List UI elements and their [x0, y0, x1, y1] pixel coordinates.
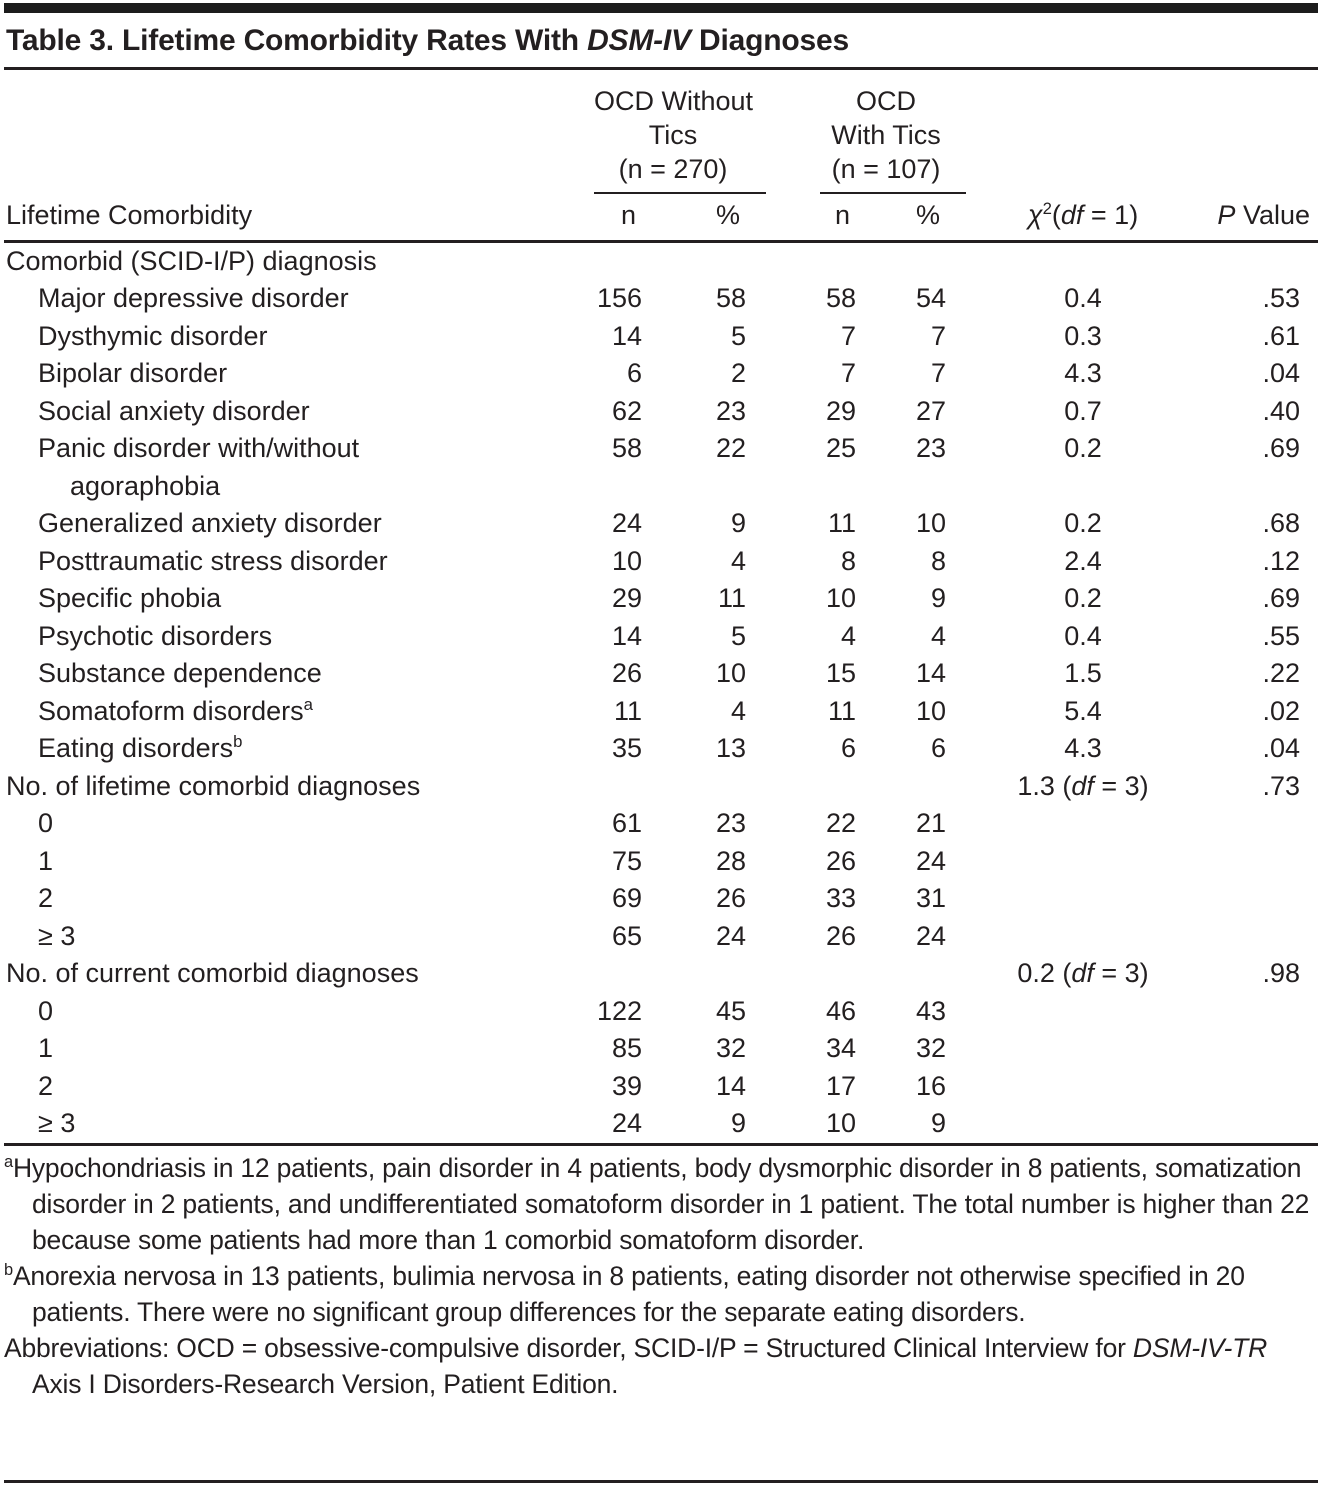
chi-value: 1.3 ( — [1017, 770, 1072, 801]
table-row — [4, 318, 1318, 356]
cell-n-with-tics: 6 — [840, 733, 856, 763]
table-row — [4, 918, 1318, 956]
footnote-b-text: Anorexia nervosa in 13 patients, bulimia nervosa in 8 patients, eating disorder not otherwise specified in 20 patients. There were no significant group differences for the separate eating disorders. — [12, 1260, 1245, 1327]
table-header — [4, 70, 1318, 242]
bottom-rule — [4, 1480, 1318, 1483]
cell-pct-without-tics: 4 — [730, 545, 746, 576]
cell-n-without-tics: 6 — [626, 358, 642, 388]
table-row — [4, 880, 1318, 918]
row-label-text: 1 — [38, 845, 54, 876]
row-label — [4, 1030, 560, 1068]
group2-line2: With Tics — [831, 119, 941, 150]
chi-paren-close: = 1) — [1083, 199, 1139, 230]
table-row — [4, 1030, 1318, 1068]
row-label-text: Posttraumatic stress disorder — [38, 545, 388, 576]
cell-n-with-tics: 11 — [827, 508, 856, 538]
row-label — [4, 730, 560, 768]
cell-pct-with-tics: 9 — [930, 583, 946, 613]
cell-pct-without-tics: 4 — [730, 695, 746, 726]
table-title-suffix: Diagnoses — [690, 24, 849, 57]
footnote-a-marker: a — [4, 1152, 13, 1171]
cell-pct-with-tics: 14 — [915, 658, 946, 688]
cell-chi-square — [952, 505, 1174, 543]
row-label-text: Generalized anxiety disorder — [38, 508, 382, 538]
cell-pct-without-tics: 10 — [715, 658, 746, 688]
cell-chi-square — [952, 993, 1174, 1031]
row-label-text: Substance dependence — [38, 658, 322, 688]
cell-pct-with-tics: 43 — [915, 995, 946, 1026]
row-label-text: No. of lifetime comorbid diagnoses — [6, 770, 421, 801]
row-label-text: Comorbid (SCID-I/P) diagnosis — [6, 245, 377, 276]
table-title-prefix: Table 3. Lifetime Comorbidity Rates With — [6, 24, 588, 57]
row-label — [4, 241, 560, 280]
cell-pct-with-tics: 24 — [915, 920, 946, 951]
row-label — [4, 1068, 560, 1106]
cell-chi-square — [952, 241, 1174, 280]
group1-line3: (n = 270) — [618, 153, 728, 184]
cell-pct-with-tics: 6 — [930, 733, 946, 763]
table-row — [4, 393, 1318, 431]
row-label-text: No. of current comorbid diagnoses — [6, 958, 419, 988]
cell-pct-with-tics — [862, 955, 952, 993]
column-header-p-value — [1174, 194, 1318, 242]
cell-n-without-tics: 14 — [611, 620, 642, 651]
footnote-a-text: Hypochondriasis in 12 patients, pain disorder in 4 patients, body dysmorphic disorder in 8 patients, somatization disorder in 2 patients, and undifferentiated somatoform disorder in 1 patient. The total number is higher than 22 because some patients had more than 1 comorbid somatoform disorder. — [12, 1152, 1310, 1255]
abbreviations-tail: Axis I Disorders-Research Version, Patient Edition. — [32, 1368, 619, 1399]
cell-pct-without-tics: 58 — [715, 283, 746, 313]
cell-n-without-tics: 69 — [611, 883, 642, 913]
cell-p-value — [1174, 993, 1318, 1031]
table-row — [4, 843, 1318, 881]
cell-chi-square — [952, 1068, 1174, 1106]
row-label-text: 0 — [38, 995, 54, 1026]
cell-n-with-tics: 4 — [840, 620, 856, 651]
column-header-row — [4, 194, 1318, 242]
cell-pct-without-tics: 9 — [730, 508, 746, 538]
table-row — [4, 693, 1318, 731]
chi-value: 0.2 — [1064, 508, 1102, 538]
column-header-n-with: n — [752, 194, 862, 242]
cell-pct-without-tics: 26 — [715, 883, 746, 913]
row-label — [4, 580, 560, 618]
cell-p-value: .04 — [1262, 358, 1300, 388]
cell-chi-square — [952, 955, 1174, 993]
cell-pct-with-tics: 21 — [915, 808, 946, 838]
cell-p-value: .98 — [1262, 958, 1300, 988]
chi-value: 0.2 — [1064, 583, 1102, 613]
cell-pct-with-tics: 23 — [915, 433, 946, 463]
cell-n-without-tics — [560, 241, 648, 280]
cell-pct-without-tics: 11 — [717, 583, 746, 613]
chi-value: 2.4 — [1064, 545, 1102, 576]
row-label-text: 1 — [38, 1033, 54, 1063]
cell-pct-without-tics: 32 — [715, 1033, 746, 1063]
cell-pct-without-tics: 23 — [715, 395, 746, 426]
row-label-text: Psychotic disorders — [38, 620, 273, 651]
cell-n-without-tics: 58 — [611, 433, 642, 463]
cell-pct-without-tics: 24 — [715, 920, 746, 951]
p-value-word: Value — [1235, 199, 1310, 230]
cell-pct-without-tics — [648, 241, 752, 280]
table-row — [4, 580, 1318, 618]
row-label — [4, 768, 560, 806]
cell-n-with-tics — [752, 241, 862, 280]
row-label — [4, 618, 560, 656]
chi-df-close: = 3) — [1093, 770, 1149, 801]
cell-n-with-tics: 7 — [840, 320, 856, 351]
footnote-a — [4, 1150, 1318, 1258]
cell-pct-without-tics: 13 — [715, 733, 746, 763]
cell-n-with-tics: 29 — [825, 395, 856, 426]
cell-p-value — [1174, 918, 1318, 956]
row-label-text: Major depressive disorder — [38, 283, 349, 313]
cell-n-without-tics: 26 — [611, 658, 642, 688]
cell-pct-with-tics: 27 — [915, 395, 946, 426]
row-label — [4, 393, 560, 431]
column-header-lifetime-comorbidity: Lifetime Comorbidity — [4, 194, 560, 242]
row-label — [4, 505, 560, 543]
cell-p-value — [1174, 843, 1318, 881]
cell-pct-with-tics: 16 — [915, 1070, 946, 1101]
cell-n-with-tics: 15 — [825, 658, 856, 688]
table-row — [4, 355, 1318, 393]
cell-chi-square — [952, 1030, 1174, 1068]
footnote-reference-marker: b — [233, 732, 243, 751]
footnote-b — [4, 1258, 1318, 1330]
cell-n-without-tics: 24 — [611, 508, 642, 538]
cell-n-with-tics: 26 — [825, 845, 856, 876]
chi-value: 0.7 — [1064, 395, 1102, 426]
cell-pct-with-tics: 9 — [930, 1108, 946, 1138]
cell-p-value: .55 — [1262, 620, 1300, 651]
cell-pct-with-tics: 32 — [915, 1033, 946, 1063]
cell-pct-without-tics: 45 — [715, 995, 746, 1026]
cell-pct-with-tics: 31 — [915, 883, 946, 913]
row-label — [4, 280, 560, 318]
cell-n-with-tics: 58 — [825, 283, 856, 313]
table-row — [4, 280, 1318, 318]
table-row — [4, 543, 1318, 581]
col-group-ocd-without-tics — [560, 70, 752, 194]
row-label — [4, 918, 560, 956]
table-row — [4, 730, 1318, 768]
column-header-pct-with: % — [862, 194, 952, 242]
row-label — [4, 430, 560, 505]
cell-pct-with-tics: 4 — [930, 620, 946, 651]
cell-pct-without-tics: 2 — [730, 358, 746, 388]
table-row — [4, 430, 1318, 505]
document — [0, 3, 1322, 1483]
cell-pct-with-tics — [862, 241, 952, 280]
cell-pct-without-tics — [648, 955, 752, 993]
cell-p-value: .12 — [1262, 545, 1300, 576]
abbreviations-italic: DSM-IV-TR — [1132, 1332, 1268, 1363]
section-row — [4, 241, 1318, 280]
cell-pct-without-tics: 5 — [730, 320, 746, 351]
cell-pct-with-tics: 10 — [915, 508, 946, 538]
cell-n-without-tics: 75 — [611, 845, 642, 876]
row-label-text: 2 — [38, 1070, 54, 1101]
cell-p-value: .40 — [1262, 395, 1300, 426]
chi-value: 4.3 — [1064, 358, 1102, 388]
cell-chi-square — [952, 1105, 1174, 1144]
cell-n-without-tics: 122 — [596, 995, 642, 1026]
cell-chi-square — [952, 318, 1174, 356]
cell-p-value — [1174, 805, 1318, 843]
row-label — [4, 955, 560, 993]
row-label — [4, 805, 560, 843]
row-label-text: ≥ 3 — [38, 1108, 76, 1138]
table-body — [4, 241, 1318, 1144]
cell-n-with-tics: 22 — [825, 808, 856, 838]
cell-p-value — [1174, 1068, 1318, 1106]
table-row — [4, 655, 1318, 693]
chi-value: 0.2 — [1064, 433, 1102, 463]
cell-p-value: .68 — [1262, 508, 1300, 538]
row-label-text: 0 — [38, 808, 54, 838]
footnotes — [4, 1146, 1318, 1480]
row-label-text: Social anxiety disorder — [38, 395, 310, 426]
chi-value: 5.4 — [1064, 695, 1102, 726]
table-row — [4, 505, 1318, 543]
column-header-n-without: n — [560, 194, 648, 242]
cell-p-value — [1174, 241, 1318, 280]
cell-chi-square — [952, 580, 1174, 618]
chi-value: 0.3 — [1064, 320, 1102, 351]
row-label — [4, 693, 560, 731]
row-label-text: Panic disorder with/without — [38, 433, 360, 463]
empty-stub-header — [4, 70, 560, 194]
table-row — [4, 618, 1318, 656]
empty-chi-header — [952, 70, 1174, 194]
cell-n-with-tics: 10 — [825, 583, 856, 613]
cell-n-with-tics: 7 — [840, 358, 856, 388]
row-label-text: 2 — [38, 883, 54, 913]
cell-chi-square — [952, 843, 1174, 881]
cell-chi-square — [952, 693, 1174, 731]
cell-n-without-tics: 156 — [596, 283, 642, 313]
row-label-text: Eating disorders — [38, 733, 234, 763]
table-row — [4, 1105, 1318, 1144]
cell-n-without-tics: 24 — [611, 1108, 642, 1138]
cell-n-without-tics: 85 — [611, 1033, 642, 1063]
chi-value: 0.2 ( — [1017, 958, 1072, 988]
cell-p-value: .61 — [1262, 320, 1300, 351]
chi-df-close: = 3) — [1093, 958, 1149, 988]
section-row — [4, 768, 1318, 806]
row-label — [4, 318, 560, 356]
chi-paren-open: ( — [1051, 199, 1061, 230]
table-row — [4, 1068, 1318, 1106]
cell-n-with-tics — [752, 768, 862, 806]
chi-df: df — [1060, 199, 1084, 230]
cell-p-value: .69 — [1262, 433, 1300, 463]
cell-n-without-tics: 62 — [611, 395, 642, 426]
cell-n-with-tics: 10 — [825, 1108, 856, 1138]
cell-p-value: .02 — [1262, 695, 1300, 726]
cell-pct-with-tics: 10 — [915, 695, 946, 726]
footnote-b-marker: b — [4, 1260, 13, 1279]
top-bar-rule — [4, 3, 1318, 13]
cell-n-without-tics — [560, 955, 648, 993]
cell-chi-square — [952, 543, 1174, 581]
cell-pct-without-tics: 14 — [715, 1070, 746, 1101]
cell-n-without-tics: 65 — [611, 920, 642, 951]
row-label-text: ≥ 3 — [38, 920, 76, 951]
empty-p-header — [1174, 70, 1318, 194]
cell-chi-square — [952, 430, 1174, 505]
cell-n-with-tics: 34 — [825, 1033, 856, 1063]
row-label-text: Specific phobia — [38, 583, 222, 613]
cell-n-with-tics: 33 — [825, 883, 856, 913]
group2-line3: (n = 107) — [831, 153, 941, 184]
cell-n-without-tics: 61 — [611, 808, 642, 838]
row-label — [4, 880, 560, 918]
cell-n-with-tics: 8 — [840, 545, 856, 576]
cell-n-without-tics: 35 — [611, 733, 642, 763]
cell-pct-with-tics: 7 — [930, 320, 946, 351]
cell-pct-with-tics: 8 — [930, 545, 946, 576]
row-label — [4, 843, 560, 881]
col-group-ocd-with-tics — [752, 70, 952, 194]
chi-df: df — [1071, 770, 1094, 801]
cell-p-value: .04 — [1262, 733, 1300, 763]
cell-p-value — [1174, 1105, 1318, 1144]
cell-pct-with-tics: 24 — [915, 845, 946, 876]
chi-superscript: 2 — [1042, 198, 1052, 218]
column-header-chi-square — [952, 194, 1174, 242]
footnote-reference-marker: a — [303, 694, 313, 714]
cell-pct-with-tics: 7 — [930, 358, 946, 388]
cell-chi-square — [952, 730, 1174, 768]
table-title-italic: DSM-IV — [587, 24, 691, 57]
cell-p-value: .53 — [1262, 283, 1300, 313]
abbreviations-text: Abbreviations: OCD = obsessive-compulsive disorder, SCID-I/P = Structured Clinical Interview for — [4, 1332, 1133, 1363]
cell-n-without-tics: 14 — [611, 320, 642, 351]
cell-n-without-tics: 29 — [611, 583, 642, 613]
chi-value: 4.3 — [1064, 733, 1102, 763]
cell-chi-square — [952, 880, 1174, 918]
cell-n-without-tics — [560, 768, 648, 806]
group1-line2: Tics — [648, 119, 698, 150]
cell-p-value: .69 — [1262, 583, 1300, 613]
group2-line1: OCD — [856, 85, 916, 116]
table-title — [4, 13, 1318, 67]
cell-n-with-tics: 11 — [827, 695, 856, 726]
comorbidity-table — [4, 70, 1318, 1146]
cell-chi-square — [952, 918, 1174, 956]
row-label-text: Somatoform disorders — [38, 695, 304, 726]
row-label — [4, 1105, 560, 1144]
section-row — [4, 955, 1318, 993]
cell-pct-without-tics — [648, 768, 752, 806]
chi-value: 0.4 — [1064, 620, 1102, 651]
cell-chi-square — [952, 805, 1174, 843]
row-label-text: Dysthymic disorder — [38, 320, 268, 351]
table-row — [4, 805, 1318, 843]
group1-line1: OCD Without — [594, 85, 754, 116]
cell-p-value: .22 — [1262, 658, 1300, 688]
cell-n-with-tics — [752, 955, 862, 993]
table-row — [4, 993, 1318, 1031]
cell-chi-square — [952, 768, 1174, 806]
cell-pct-without-tics: 23 — [715, 808, 746, 838]
chi-value: 0.4 — [1064, 283, 1102, 313]
cell-p-value — [1174, 880, 1318, 918]
row-label-wrap-line: agoraphobia — [70, 470, 221, 501]
chi-df: df — [1071, 958, 1094, 988]
cell-pct-without-tics: 5 — [730, 620, 746, 651]
p-symbol: P — [1217, 199, 1236, 230]
footnote-abbreviations — [4, 1330, 1318, 1402]
row-label — [4, 655, 560, 693]
cell-pct-with-tics — [862, 768, 952, 806]
cell-chi-square — [952, 393, 1174, 431]
column-group-row — [4, 70, 1318, 194]
cell-n-with-tics: 46 — [825, 995, 856, 1026]
cell-n-without-tics: 39 — [611, 1070, 642, 1101]
cell-n-without-tics: 11 — [613, 695, 642, 726]
cell-p-value: .73 — [1262, 770, 1300, 801]
cell-chi-square — [952, 655, 1174, 693]
cell-n-without-tics: 10 — [611, 545, 642, 576]
chi-symbol: χ — [1027, 199, 1043, 230]
row-label — [4, 543, 560, 581]
chi-value: 1.5 — [1064, 658, 1102, 688]
row-label — [4, 355, 560, 393]
cell-p-value — [1174, 1030, 1318, 1068]
cell-n-with-tics: 25 — [825, 433, 856, 463]
row-label-text: Bipolar disorder — [38, 358, 228, 388]
cell-pct-without-tics: 9 — [730, 1108, 746, 1138]
cell-chi-square — [952, 355, 1174, 393]
column-header-pct-without: % — [648, 194, 752, 242]
cell-n-with-tics: 17 — [825, 1070, 856, 1101]
cell-chi-square — [952, 618, 1174, 656]
cell-chi-square — [952, 280, 1174, 318]
cell-pct-without-tics: 22 — [715, 433, 746, 463]
cell-pct-without-tics: 28 — [715, 845, 746, 876]
cell-pct-with-tics: 54 — [915, 283, 946, 313]
row-label — [4, 993, 560, 1031]
cell-n-with-tics: 26 — [825, 920, 856, 951]
